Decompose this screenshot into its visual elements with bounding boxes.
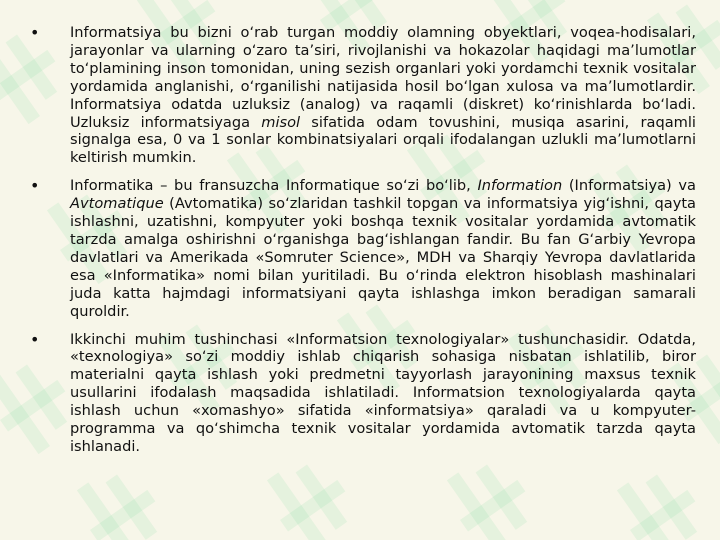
- bullet-paragraph: [28, 331, 696, 456]
- italic-text-run: Avtomatique: [70, 195, 164, 213]
- paragraph-text: [70, 24, 696, 166]
- bullet-icon: •: [30, 176, 40, 196]
- italic-text-run: misol: [261, 113, 301, 131]
- text-run: (Informatsiya) va: [562, 177, 696, 195]
- text-run: Informatsiya bu bizni o‘rab turgan moddiy olamning obyektlari, voqea-hodisalari, jarayonlar va ularning o‘zaro ta’siri, rivojlanishi va hokazolar haqidagi ma’lumotlar to‘plamining inson tomonidan, uning sezish organlari yoki yordamchi texnik vositalar yordamida anglanishi, o‘rganilishi natijasida hosil bo‘lgan xulosa va ma’lumotlardir. Informatsiya odatda uzluksiz (analog) va raqamli (diskret) ko‘rinishlarda bo‘ladi. Uzluksiz informatsiyaga: [70, 24, 696, 131]
- text-run: Informatika – bu fransuzcha Informatique so‘zi bo‘lib,: [70, 177, 478, 195]
- italic-text-run: Information: [477, 177, 563, 195]
- paragraph-text: [70, 177, 696, 319]
- text-run: Ikkinchi muhim tushinchasi «Informatsion texnologiyalar» tushunchasidir. Odatda, «texnologiya» so‘zi moddiy ishlab chiqarish sohasiga nisbatan ishlatilib, biror materialni qayta ishlash yoki predmetni tayyorlash jarayonining maxsus texnik usullarini ifodalash maqsadida ishlatiladi. Informatsion texnologiyalarda qayta ishlash uchun «xomashyo» sifatida «informatsiya» qaraladi va u kompyuter-programma va qo‘shimcha texnik vositalar yordamida avtomatik tarzda qayta ishlanadi.: [70, 330, 696, 455]
- bullet-paragraph: [28, 177, 696, 320]
- bullet-list: [28, 24, 696, 456]
- paragraph-text: [70, 331, 696, 455]
- bullet-icon: •: [30, 23, 40, 42]
- slide-content: [28, 24, 696, 466]
- bullet-icon: •: [30, 329, 40, 349]
- text-run: sifatida odam tovushini, musiqa asarini, raqamli signalga esa, 0 va 1 sonlar kombinatsiyalari orqali ifodalangan uzlukli ma’lumotlarni keltirish mumkin.: [70, 113, 696, 167]
- text-run: (Avtomatika) so‘zlaridan tashkil topgan va informatsiya yig‘ishni, qayta ishlashni, uzatishni, kompyuter yoki boshqa texnik vositalar yordamida avtomatik tarzda amalga oshirishni o‘rganishga bag‘ishlangan fandir. Bu fan G‘arbiy Yevropa davlatlari va Amerikada «Somruter Science», MDH va Sharqiy Yevropa davlatlarida esa «Informatika» nomi bilan yuritiladi. Bu o‘rinda elektron hisoblash mashinalari juda katta hajmdagi informatsiyani qayta ishlashga imkon beradigan samarali quroldir.: [70, 195, 696, 320]
- bullet-paragraph: [28, 24, 696, 167]
